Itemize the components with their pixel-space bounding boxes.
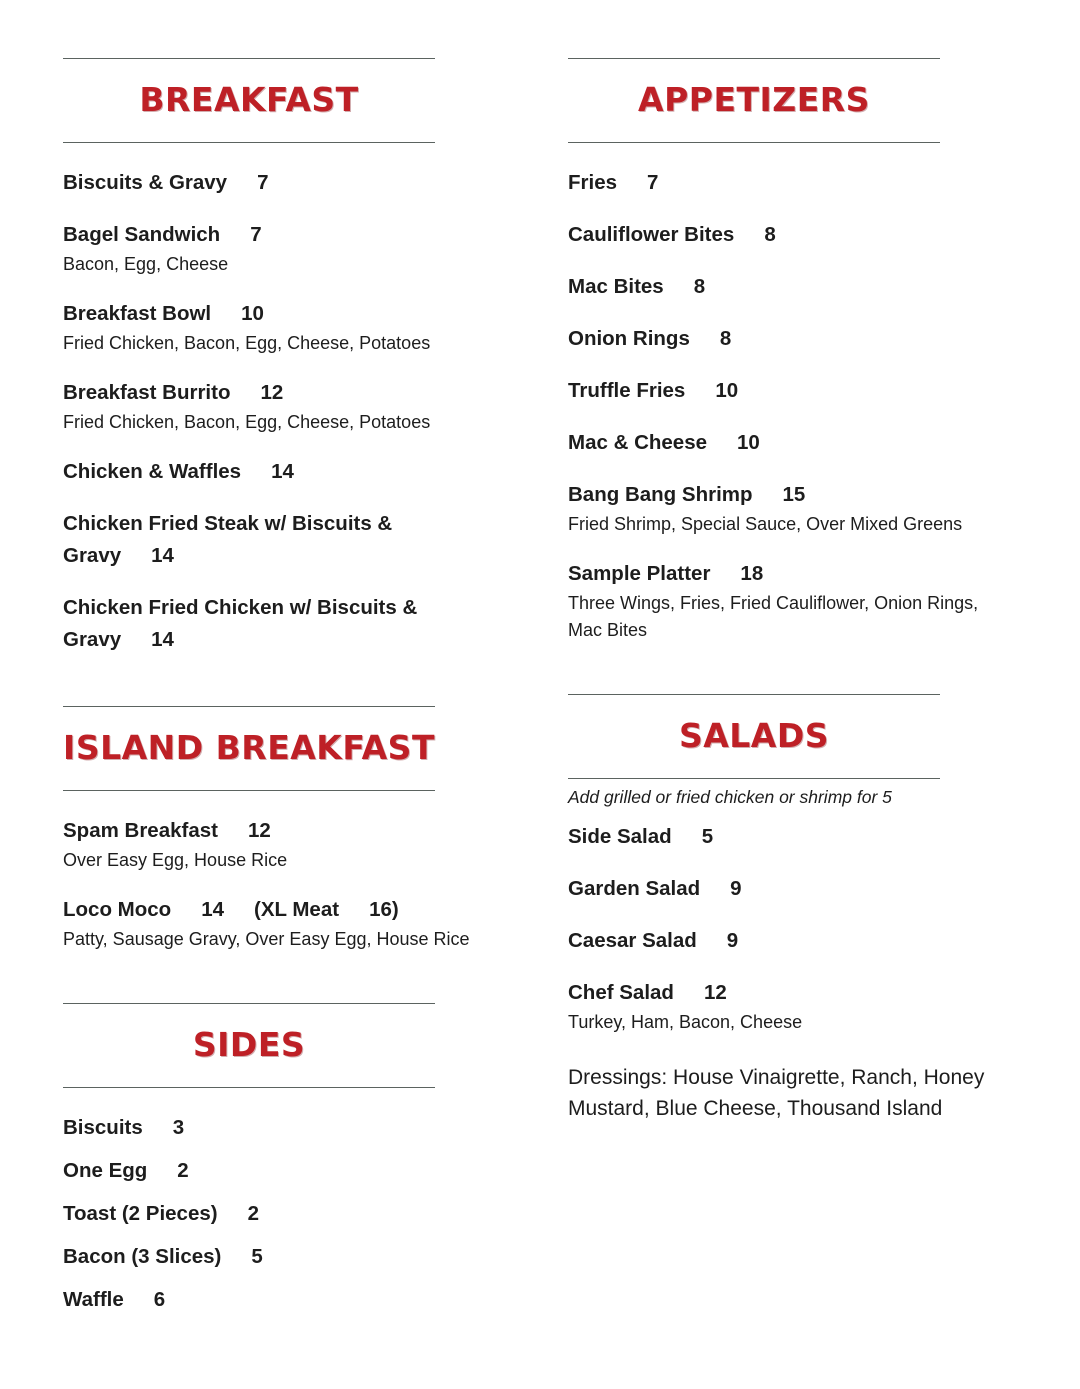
menu-section-breakfast <box>63 58 504 656</box>
section-note: Add grilled or fried chicken or shrimp for 5 <box>568 787 892 807</box>
item-price: 2 <box>177 1159 189 1182</box>
item-price: 6 <box>153 1288 166 1311</box>
item-name: Bagel Sandwich <box>63 223 221 246</box>
item-name-price-line <box>568 271 1009 303</box>
item-name: Biscuits <box>63 1116 143 1139</box>
item-price: 14 <box>151 628 174 651</box>
item-price: 12 <box>703 981 727 1004</box>
item-name-price-line <box>63 1241 504 1273</box>
item-name-price-line <box>63 219 504 251</box>
item-extra-label: (XL Meat <box>254 898 340 921</box>
menu-item <box>63 894 504 953</box>
item-description: Three Wings, Fries, Fried Cauliflower, Onion Rings, Mac Bites <box>568 593 979 640</box>
item-name-price-line <box>568 323 1009 355</box>
section-title: APPETIZERS <box>638 80 870 119</box>
menu-item <box>63 167 504 199</box>
menu-item <box>568 323 1009 355</box>
item-name: Bang Bang Shrimp <box>568 483 753 506</box>
item-name: Breakfast Burrito <box>63 381 231 404</box>
item-price: 2 <box>247 1202 259 1225</box>
item-price: 12 <box>260 381 284 404</box>
item-description: Turkey, Ham, Bacon, Cheese <box>568 1012 803 1032</box>
item-name-price-line <box>63 1284 504 1316</box>
item-name-price-line <box>63 508 504 572</box>
item-name-price-line <box>568 558 1009 590</box>
item-name: Fries <box>568 171 617 194</box>
item-name-price-line <box>568 167 1009 199</box>
item-description: Fried Chicken, Bacon, Egg, Cheese, Potatoes <box>63 333 431 353</box>
item-price: 7 <box>257 171 269 194</box>
section-title: ISLAND BREAKFAST <box>63 728 435 767</box>
item-description: Bacon, Egg, Cheese <box>63 254 229 274</box>
item-name-price-line <box>568 375 1009 407</box>
item-name: Spam Breakfast <box>63 819 218 842</box>
section-header <box>63 1003 435 1088</box>
menu-section-sides <box>63 1003 504 1316</box>
item-name: Mac Bites <box>568 275 664 298</box>
item-name-price-line <box>63 377 504 409</box>
menu-item <box>568 271 1009 303</box>
section-title: SALADS <box>678 716 830 755</box>
item-name: Chicken Fried Chicken w/ Biscuits & Gravy <box>63 596 418 651</box>
item-price: 15 <box>782 483 806 506</box>
menu-item <box>63 456 504 488</box>
section-header <box>63 706 435 791</box>
item-name: Caesar Salad <box>568 929 697 952</box>
item-name: Garden Salad <box>568 877 701 900</box>
item-description: Patty, Sausage Gravy, Over Easy Egg, House Rice <box>63 929 470 949</box>
section-header <box>568 58 940 143</box>
section-header <box>568 694 940 779</box>
section-title: BREAKFAST <box>139 80 359 119</box>
menu-item <box>568 375 1009 407</box>
item-price: 10 <box>241 302 264 325</box>
menu-item <box>63 298 504 357</box>
item-description: Fried Shrimp, Special Sauce, Over Mixed Greens <box>568 514 963 534</box>
menu-item <box>568 925 1009 957</box>
menu-item <box>63 592 504 656</box>
item-name: Mac & Cheese <box>568 431 708 454</box>
item-price: 3 <box>172 1116 185 1139</box>
item-price: 9 <box>726 929 739 952</box>
menu-items-list <box>63 815 504 953</box>
item-price: 8 <box>764 223 776 246</box>
menu-items-list <box>568 821 1009 1036</box>
item-price: 8 <box>693 275 706 298</box>
item-name: Chef Salad <box>568 981 674 1004</box>
item-price: 9 <box>730 877 742 900</box>
section-title: SIDES <box>192 1025 306 1064</box>
item-name: Biscuits & Gravy <box>63 171 228 194</box>
menu-column-right <box>568 58 1009 1369</box>
item-price: 18 <box>740 562 764 585</box>
menu-item <box>568 167 1009 199</box>
item-name-price-line <box>568 479 1009 511</box>
item-name-price-line <box>63 1198 504 1230</box>
item-name: Breakfast Bowl <box>63 302 212 325</box>
item-name-price-line <box>568 219 1009 251</box>
divider-line-bottom <box>63 142 435 143</box>
item-price: 14 <box>201 898 224 921</box>
menu-item <box>568 873 1009 905</box>
menu-item <box>568 427 1009 459</box>
item-price: 7 <box>647 171 659 194</box>
item-name-price-line <box>63 592 504 656</box>
item-price: 5 <box>251 1245 263 1268</box>
item-name-price-line <box>63 456 504 488</box>
menu-section-island-breakfast <box>63 706 504 953</box>
menu-item <box>568 479 1009 538</box>
menu-item <box>568 558 1009 644</box>
menu-section-salads <box>568 694 1009 1124</box>
item-name-price-line <box>568 427 1009 459</box>
menu-item <box>63 1155 504 1187</box>
item-name-price-line <box>63 167 504 199</box>
menu-column-left <box>63 58 504 1369</box>
item-name-price-line <box>568 977 1009 1009</box>
menu-item <box>63 377 504 436</box>
section-footer-dressings: Dressings: House Vinaigrette, Ranch, Honey Mustard, Blue Cheese, Thousand Island <box>568 1066 985 1120</box>
item-price: 10 <box>737 431 760 454</box>
item-description: Over Easy Egg, House Rice <box>63 850 288 870</box>
menu-items-list <box>63 1112 504 1316</box>
divider-line-bottom <box>63 1087 435 1088</box>
item-name-price-line <box>568 873 1009 905</box>
item-name: Truffle Fries <box>568 379 686 402</box>
menu-item <box>63 1198 504 1230</box>
menu-item <box>63 508 504 572</box>
menu-section-appetizers <box>568 58 1009 644</box>
item-name-price-line <box>63 298 504 330</box>
menu-item <box>568 821 1009 853</box>
item-name: One Egg <box>63 1159 148 1182</box>
item-name: Side Salad <box>568 825 672 848</box>
item-name: Loco Moco <box>63 898 172 921</box>
item-price: 14 <box>151 544 174 567</box>
menu-item <box>63 1112 504 1144</box>
item-price: 8 <box>719 327 732 350</box>
menu-items-list <box>568 167 1009 644</box>
menu-item <box>568 977 1009 1036</box>
menu-item <box>63 219 504 278</box>
item-name: Toast (2 Pieces) <box>63 1202 218 1225</box>
menu-items-list <box>63 167 504 656</box>
item-name: Chicken Fried Steak w/ Biscuits & Gravy <box>63 512 393 567</box>
item-name-price-line <box>63 1112 504 1144</box>
item-price: 7 <box>250 223 262 246</box>
item-price: 14 <box>271 460 294 483</box>
item-price: 12 <box>247 819 271 842</box>
item-name-price-line <box>63 815 504 847</box>
item-price: 5 <box>701 825 714 848</box>
divider-line-bottom <box>568 142 940 143</box>
item-name: Bacon (3 Slices) <box>63 1245 222 1268</box>
item-price: 10 <box>715 379 739 402</box>
menu-item <box>63 1284 504 1316</box>
item-name-price-line <box>63 1155 504 1187</box>
divider-line-bottom <box>568 778 940 779</box>
section-header <box>63 58 435 143</box>
item-name: Cauliflower Bites <box>568 223 735 246</box>
item-name: Chicken & Waffles <box>63 460 242 483</box>
item-name-price-line <box>568 821 1009 853</box>
menu-item <box>63 815 504 874</box>
divider-line-bottom <box>63 790 435 791</box>
item-name: Waffle <box>63 1288 124 1311</box>
item-extra-price: 16) <box>369 898 399 921</box>
item-name: Onion Rings <box>568 327 690 350</box>
menu-item <box>63 1241 504 1273</box>
item-name: Sample Platter <box>568 562 711 585</box>
menu-item <box>568 219 1009 251</box>
item-name-price-line <box>568 925 1009 957</box>
item-description: Fried Chicken, Bacon, Egg, Cheese, Potatoes <box>63 412 431 432</box>
item-name-price-line <box>63 894 504 926</box>
